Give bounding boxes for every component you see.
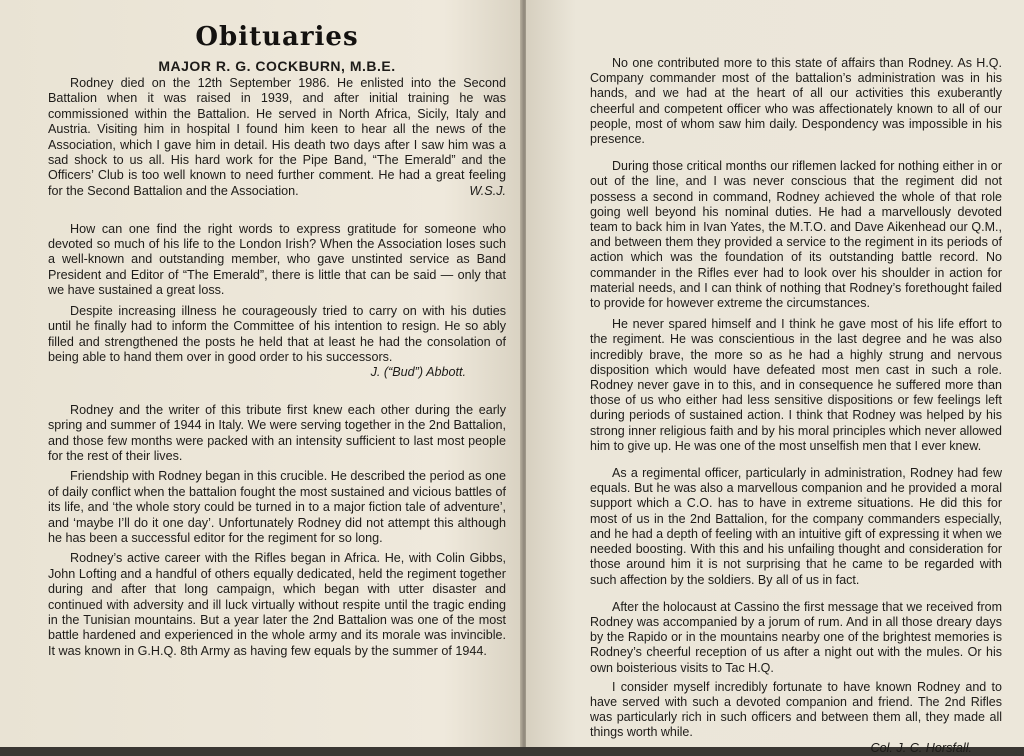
- paragraph: Despite increasing illness he courageously tried to carry on with his duties until he finally had to inform the Committee of his intention to resign. He so ably filled and strengthened the posts he held that at least he had the consolation of being able to hand them over in good order to his successors.: [48, 303, 506, 364]
- paragraph: No one contributed more to this state of affairs than Rodney. As H.Q. Company commander most of the battalion’s administration was in his hands, and we had at the heart of all our activities this exuberantly cheerful and competent officer who was affectionately known to all of our people, most of whom saw him daily. Despondency was impossible in his presence.: [590, 56, 1002, 147]
- paragraph: During those critical months our riflemen lacked for nothing either in or out of the line, and I was never conscious that the regiment did not possess a second in command, Rodney achieved the whole of that role going well beyond his nominal duties. He had a marvellously devoted team to back him in Ivan Yates, the M.T.O. and Dave Aikenhead our Q.M., and between them they provided a service to the regiment in its periods of action which was the foundation of its outstanding battle record. No commander in the Rifles ever had to look over his shoulder in action for material needs, and I can think of nothing that Rodney’s forethought failed to provide for however extreme the circumstances.: [590, 159, 1002, 311]
- page-title: Obituaries: [195, 22, 359, 52]
- signature: W.S.J.: [469, 184, 506, 199]
- paragraph: Friendship with Rodney began in this crucible. He described the period as one of daily conflict when the battalion fought the most sustained and vicious battles of its life, and ‘the whole story could be turned in to a major fiction tale of adventure’, and ‘maybe I’ll do it one day’. Unfortunately Rodney did not attempt this although he has been a successful editor for the regiment for so long.: [48, 469, 506, 545]
- paragraph: Rodney and the writer of this tribute first knew each other during the early spring and summer of 1944 in Italy. We were serving together in the 2nd Battalion, and those few months were packed with an intensity sufficient to last most people for the rest of their lives.: [48, 402, 506, 463]
- paragraph: As a regimental officer, particularly in administration, Rodney had few equals. But he was also a marvellous companion and he provided a moral support which a C.O. has to have in extreme situations. He did this for most of us in the 2nd Battalion, for the company commanders especially, and he had a depth of feeling with an intuitive gift of expressing it when we needed boosting. With this and his unfailing thought and consideration for those around him it is not surprising that he came to be regarded with such affection by the soldiers. By all of us in fact.: [590, 466, 1002, 587]
- paragraph: Rodney’s active career with the Rifles began in Africa. He, with Colin Gibbs, John Lofting and a handful of others equally dedicated, held the regiment together during and after that long campaign, which began with utter disaster and continued with adversity and ill luck virtually without respite until the tragic ending in the Tunisian mountains. But a year later the 2nd Battalion was one of the most battle hardened and experienced in the whole army and its morale was invincible. It was known in G.H.Q. 8th Army as having few equals by the summer of 1944.: [48, 551, 506, 658]
- signature: Col. J. C. Horsfall.: [870, 740, 972, 755]
- paragraph: He never spared himself and I think he gave most of his life effort to the regiment. He was conscientious in the last degree and he was also incredibly brave, the more so as he had a highly strung and nervous disposition which would have defeated most men cast in such a role. Rodney never gave in to this, and in consequence he suffered more than those of us who either had less sensitive dispositions or few feelings left during periods of sustained action. I think that Rodney was helped by his strong inner religious faith and by his moral principles which never allowed him to give up. He was one of the most unselfish men that I ever knew.: [590, 317, 1002, 453]
- right-page: [526, 0, 1024, 755]
- signature: J. (“Bud”) Abbott.: [370, 365, 466, 380]
- paragraph: Rodney died on the 12th September 1986. He enlisted into the Second Battalion when it was raised in 1939, and after initial training he was commissioned within the Battalion. He served in North Africa, Sicily, Italy and Austria. Visiting him in hospital I found him keen to hear all the news of the Association, which I gave him in detail. His death two days after I saw him was a sad shock to us all. His hard work for the Pipe Band, “The Emerald” and the Officers’ Club is too well known to need further comment. He had a great feeling for the Second Battalion and the Association.: [48, 76, 506, 198]
- paragraph: After the holocaust at Cassino the first message that we received from Rodney was accompanied by a jorum of rum. And in all those dreary days by the Rapido or in the mountains nearby one of the brightest memories is Rodney’s cheerful reception of us after a night out with the mules. Or his own boisterious visits to Tac H.Q.: [590, 599, 1002, 675]
- paragraph: I consider myself incredibly fortunate to have known Rodney and to have served with such a devoted companion and friend. The 2nd Rifles was particularly rich in such officers and between them all, they made all things worth while.: [590, 679, 1002, 740]
- obituary-heading: MAJOR R. G. COCKBURN, M.B.E.: [158, 58, 396, 74]
- paragraph: How can one find the right words to express gratitude for someone who devoted so much of his life to the London Irish? When the Association loses such a well-known and outstanding member, who gave unstinted service as Band President and Editor of “The Emerald”, there is little that can be said — only that we have sustained a great loss.: [48, 221, 506, 298]
